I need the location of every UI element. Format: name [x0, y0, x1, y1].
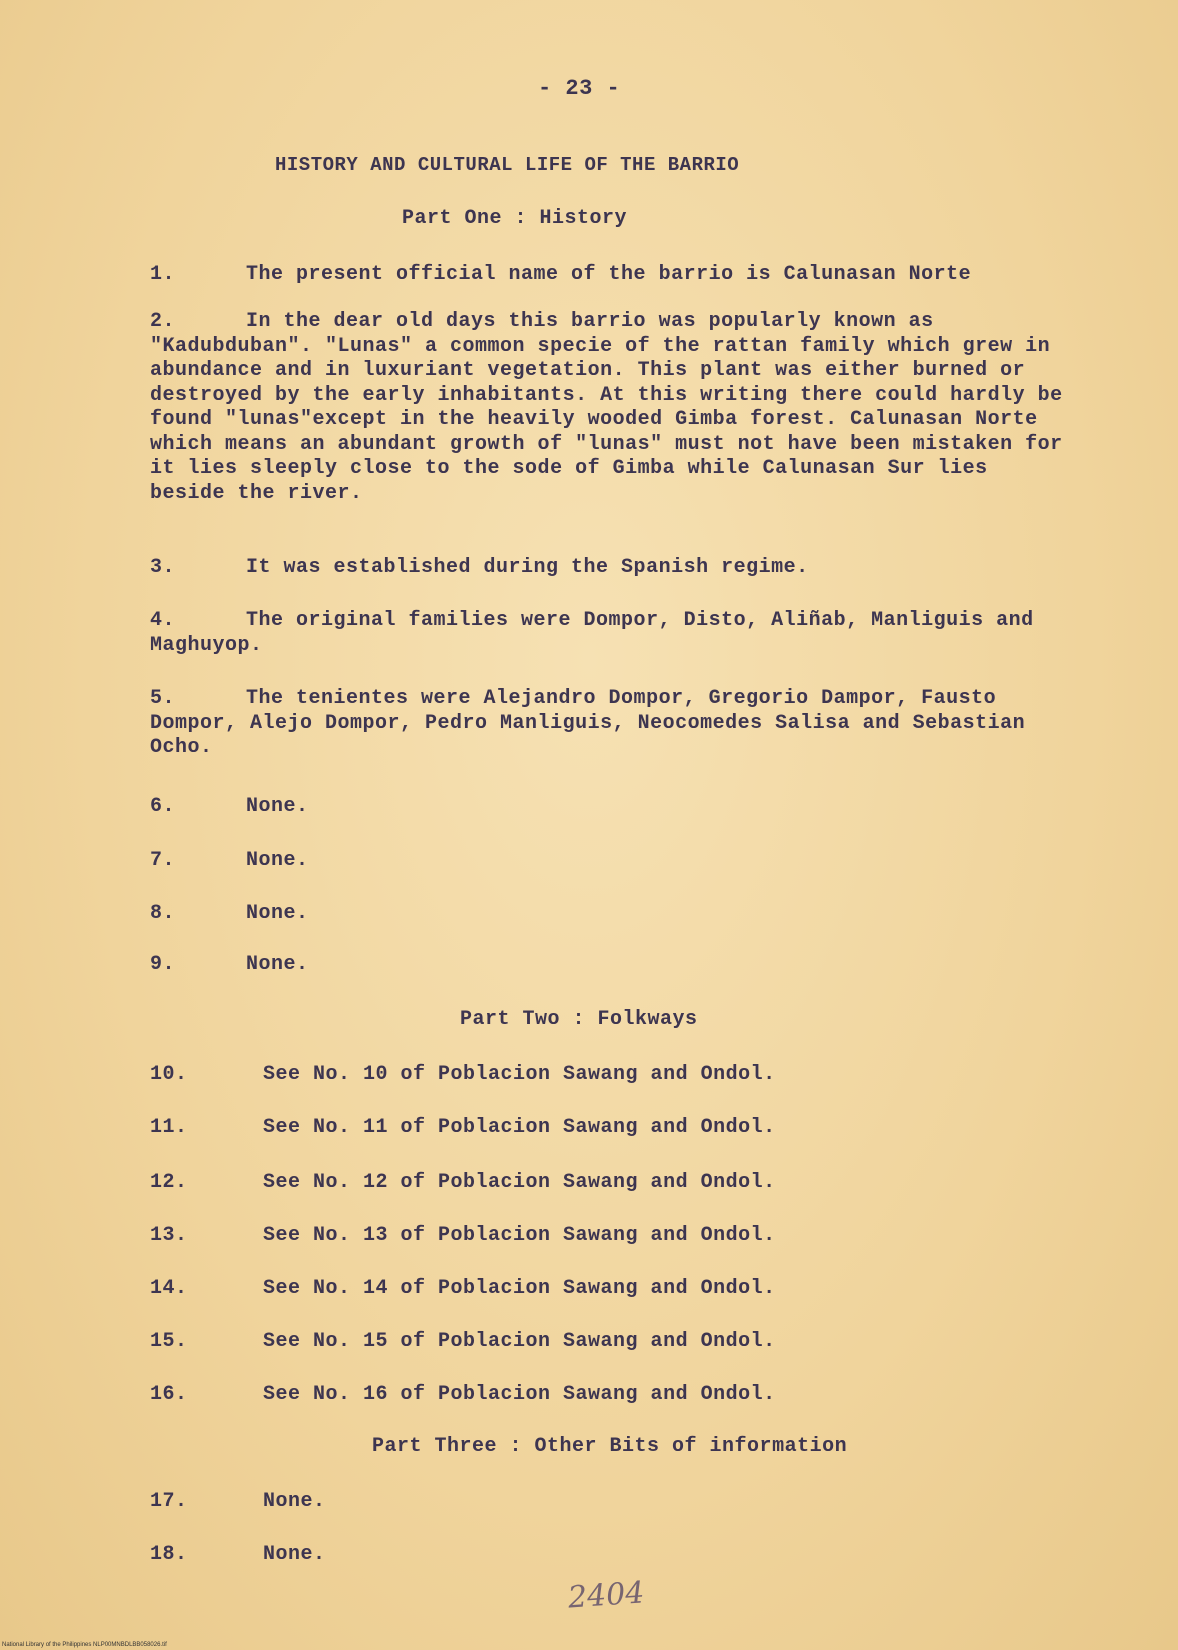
- item-number: 8.: [150, 902, 176, 925]
- item-text: None.: [246, 953, 309, 976]
- item-number: 6.: [150, 795, 176, 818]
- item-text: None.: [263, 1543, 326, 1566]
- item-number: 9.: [150, 953, 176, 976]
- item-number: 13.: [150, 1224, 188, 1247]
- item-number: 17.: [150, 1490, 188, 1513]
- part-two-heading: Part Two : Folkways: [460, 1008, 698, 1031]
- item-number: 1.: [150, 263, 176, 286]
- item-text: See No. 11 of Poblacion Sawang and Ondol.: [263, 1116, 776, 1139]
- item-text: See No. 15 of Poblacion Sawang and Ondol.: [263, 1330, 776, 1353]
- item-number: 18.: [150, 1543, 188, 1566]
- item-text: In the dear old days this barrio was popularly known as "Kadubduban". "Lunas" a common specie of the rattan family which grew in abundance and in luxuriant vegetation. This plant was either burned or destroyed by the early inhabitants. At this writing there could hardly be found "lunas"except in the heavily wooded Gimba forest. Calunasan Norte which means an abundant growth of "lunas" must not have been mistaken for it lies sleeply close to the sode of Gimba while Calunasan Sur lies beside the river.: [150, 310, 1063, 505]
- item-text: The original families were Dompor, Disto, Aliñab, Manliguis and Maghuyop.: [150, 609, 1034, 657]
- item-number: 2.: [150, 310, 176, 333]
- item-paragraph: [150, 609, 1070, 658]
- page-number: - 23 -: [538, 76, 621, 101]
- item-text: See No. 12 of Poblacion Sawang and Ondol.: [263, 1171, 776, 1194]
- handwritten-number: 2404: [566, 1575, 646, 1616]
- item-text: None.: [246, 849, 309, 872]
- item-paragraph: [150, 687, 1070, 761]
- item-text: None.: [246, 795, 309, 818]
- item-text: See No. 14 of Poblacion Sawang and Ondol.: [263, 1277, 776, 1300]
- item-number: 5.: [150, 687, 176, 710]
- item-number: 12.: [150, 1171, 188, 1194]
- item-number: 10.: [150, 1063, 188, 1086]
- item-number: 7.: [150, 849, 176, 872]
- item-number: 16.: [150, 1383, 188, 1406]
- part-three-heading: Part Three : Other Bits of information: [372, 1435, 848, 1458]
- item-text: The present official name of the barrio is Calunasan Norte: [246, 263, 972, 286]
- item-text: See No. 16 of Poblacion Sawang and Ondol.: [263, 1383, 776, 1406]
- item-paragraph: [150, 310, 1070, 506]
- part-one-heading: Part One : History: [402, 207, 628, 230]
- item-text: None.: [263, 1490, 326, 1513]
- item-text: None.: [246, 902, 309, 925]
- item-text: See No. 10 of Poblacion Sawang and Ondol.: [263, 1063, 776, 1086]
- item-number: 11.: [150, 1116, 188, 1139]
- item-number: 15.: [150, 1330, 188, 1353]
- item-text: See No. 13 of Poblacion Sawang and Ondol.: [263, 1224, 776, 1247]
- item-number: 14.: [150, 1277, 188, 1300]
- page-title: HISTORY AND CULTURAL LIFE OF THE BARRIO: [275, 154, 740, 176]
- item-number: 3.: [150, 556, 176, 579]
- item-text: It was established during the Spanish regime.: [246, 556, 809, 579]
- item-text: The tenientes were Alejandro Dompor, Gregorio Dampor, Fausto Dompor, Alejo Dompor, Pedro Manliguis, Neocomedes Salisa and Sebastian Ocho.: [150, 687, 1026, 759]
- item-number: 4.: [150, 609, 176, 632]
- scan-footer: National Library of the Philippines NLP00MNBDLBB058026.tif: [2, 1642, 167, 1648]
